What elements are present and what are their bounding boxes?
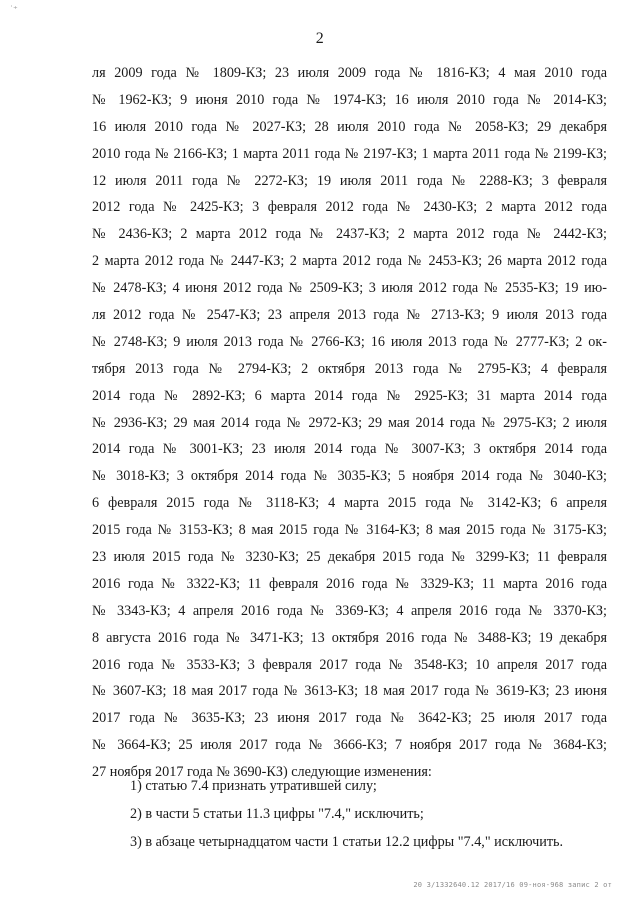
body-paragraph — [92, 60, 607, 786]
amendment-item: 2) в части 5 статьи 11.3 цифры "7.4," исключить; — [130, 806, 424, 822]
body-line: тября 2013 года № 2794-КЗ; 2 октября 2013 года № 2795-КЗ; 4 февраля — [92, 360, 607, 377]
page-number: 2 — [315, 30, 325, 47]
body-line: 12 июля 2011 года № 2272-КЗ; 19 июля 2011 года № 2288-КЗ; 3 февраля — [92, 172, 607, 189]
body-line: 16 июля 2010 года № 2027-КЗ; 28 июля 2010 года № 2058-КЗ; 29 декабря — [92, 118, 607, 135]
amendment-list — [130, 772, 610, 856]
body-line: 8 августа 2016 года № 3471-КЗ; 13 октября 2016 года № 3488-КЗ; 19 декабря — [92, 629, 607, 646]
body-line: 2014 года № 2892-КЗ; 6 марта 2014 года № 2925-КЗ; 31 марта 2014 года — [92, 387, 607, 404]
body-line: 2015 года № 3153-КЗ; 8 мая 2015 года № 3164-КЗ; 8 мая 2015 года № 3175-КЗ; — [92, 522, 607, 539]
body-line: № 2436-КЗ; 2 марта 2012 года № 2437-КЗ; 2 марта 2012 года № 2442-КЗ; — [92, 226, 607, 243]
body-line: 2010 года № 2166-КЗ; 1 марта 2011 года № 2197-КЗ; 1 марта 2011 года № 2199-КЗ; — [92, 145, 607, 162]
footer-document-code: 20 3/1332640.12 2017/16 09-ноя-968 запис 2 от — [413, 881, 612, 889]
body-line: № 3343-КЗ; 4 апреля 2016 года № 3369-КЗ; 4 апреля 2016 года № 3370-КЗ; — [92, 602, 607, 619]
body-line: № 2748-КЗ; 9 июля 2013 года № 2766-КЗ; 16 июля 2013 года № 2777-КЗ; 2 ок- — [92, 333, 607, 350]
body-line: 27 ноября 2017 года № 3690-КЗ) следующие изменения: — [92, 764, 432, 781]
body-line: № 1962-КЗ; 9 июня 2010 года № 1974-КЗ; 16 июля 2010 года № 2014-КЗ; — [92, 91, 607, 108]
body-line: № 3664-КЗ; 25 июля 2017 года № 3666-КЗ; 7 ноября 2017 года № 3684-КЗ; — [92, 737, 607, 754]
body-line: 23 июля 2015 года № 3230-КЗ; 25 декабря 2015 года № 3299-КЗ; 11 февраля — [92, 549, 607, 566]
body-line: 2 марта 2012 года № 2447-КЗ; 2 марта 2012 года № 2453-КЗ; 26 марта 2012 года — [92, 253, 607, 270]
body-line: № 2936-КЗ; 29 мая 2014 года № 2972-КЗ; 29 мая 2014 года № 2975-КЗ; 2 июля — [92, 414, 607, 431]
body-line: 2012 года № 2425-КЗ; 3 февраля 2012 года № 2430-КЗ; 2 марта 2012 года — [92, 199, 607, 216]
amendment-item: 1) статью 7.4 признать утратившей силу; — [130, 778, 377, 794]
body-line: 6 февраля 2015 года № 3118-КЗ; 4 марта 2015 года № 3142-КЗ; 6 апреля — [92, 495, 607, 512]
body-line: № 2478-КЗ; 4 июня 2012 года № 2509-КЗ; 3 июля 2012 года № 2535-КЗ; 19 ию- — [92, 280, 607, 297]
body-line: 2014 года № 3001-КЗ; 23 июля 2014 года № 3007-КЗ; 3 октября 2014 года — [92, 441, 607, 458]
body-line: № 3607-КЗ; 18 мая 2017 года № 3613-КЗ; 18 мая 2017 года № 3619-КЗ; 23 июня — [92, 683, 607, 700]
body-line: ля 2009 года № 1809-КЗ; 23 июля 2009 года № 1816-КЗ; 4 мая 2010 года — [92, 65, 607, 81]
amendment-item: 3) в абзаце четырнадцатом части 1 статьи 12.2 цифры "7.4," исключить. — [130, 834, 564, 850]
corner-mark: ˙⁺ — [10, 4, 18, 14]
body-line: 2017 года № 3635-КЗ; 23 июня 2017 года № 3642-КЗ; 25 июля 2017 года — [92, 710, 607, 727]
body-line: 2016 года № 3322-КЗ; 11 февраля 2016 года № 3329-КЗ; 11 марта 2016 года — [92, 575, 607, 592]
body-line: № 3018-КЗ; 3 октября 2014 года № 3035-КЗ; 5 ноября 2014 года № 3040-КЗ; — [92, 468, 607, 485]
body-line: 2016 года № 3533-КЗ; 3 февраля 2017 года № 3548-КЗ; 10 апреля 2017 года — [92, 656, 607, 673]
body-line: ля 2012 года № 2547-КЗ; 23 апреля 2013 года № 2713-КЗ; 9 июля 2013 года — [92, 307, 607, 324]
